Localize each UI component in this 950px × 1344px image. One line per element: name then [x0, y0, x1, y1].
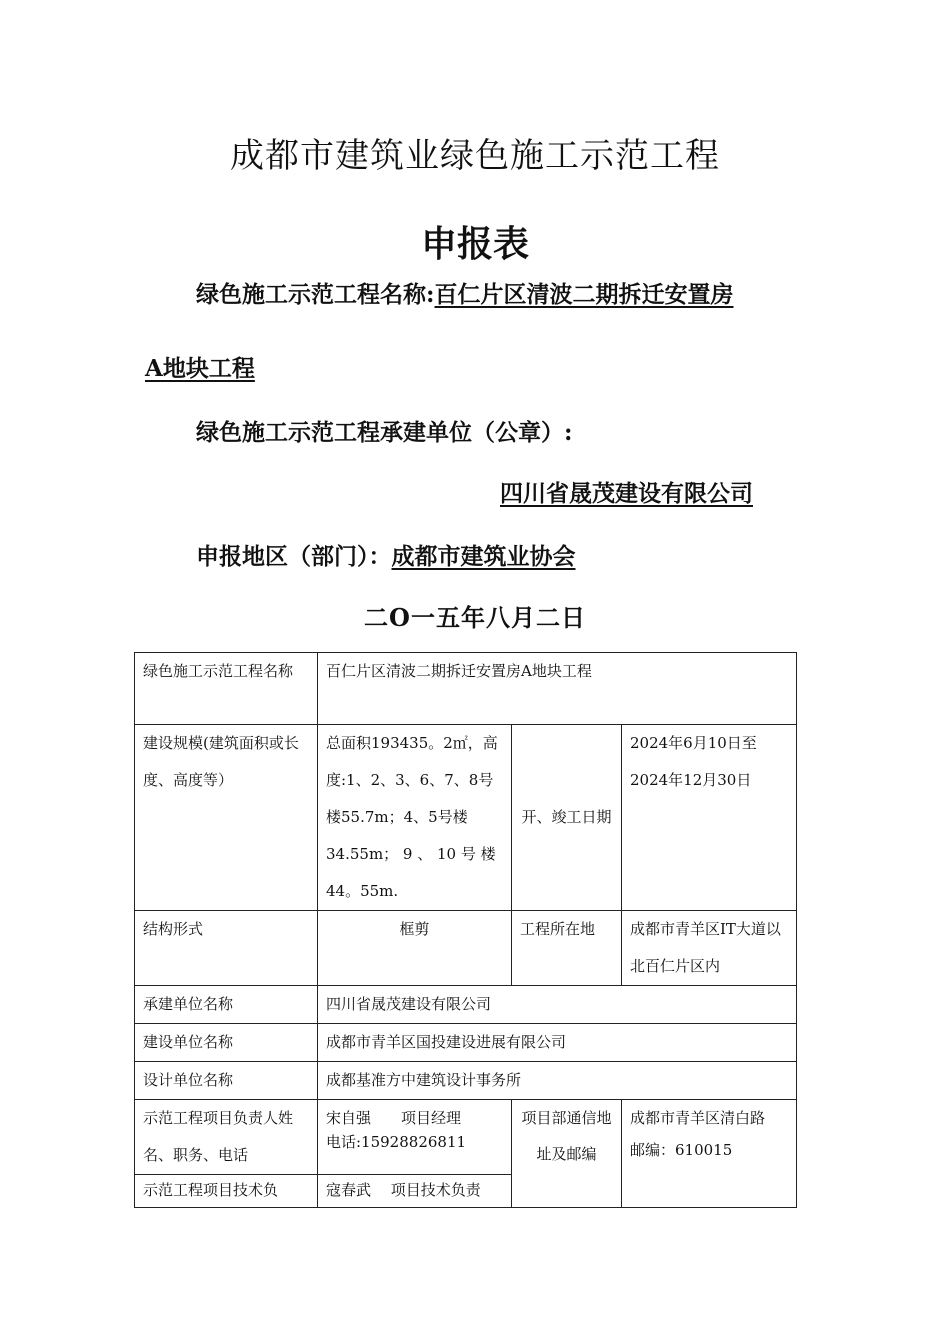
structure-label-cell: 结构形式 [135, 911, 318, 986]
table-row [135, 725, 797, 911]
document-subtitle: 申报表 [420, 223, 529, 265]
name-label-cell: 绿色施工示范工程名称 [135, 653, 318, 725]
contractor-value: 四川省晟茂建设有限公司 [500, 480, 753, 507]
period-value-cell [622, 725, 797, 911]
project-name-value-cont: A地块工程 [145, 355, 255, 382]
table-row [135, 653, 797, 725]
period-end: 2024年12月30日 [630, 771, 752, 789]
contractor-value-cell: 四川省晟茂建设有限公司 [318, 986, 797, 1024]
scale-label-cell: 建设规模(建筑面积或长度、高度等） [135, 725, 318, 911]
tech-label-cell: 示范工程项目技术负 [135, 1175, 318, 1208]
table-row [135, 1100, 797, 1175]
period-label-cell: 开、竣工日期 [512, 725, 622, 911]
application-form-table [134, 652, 797, 1208]
designer-value-cell: 成都基准方中建筑设计事务所 [318, 1062, 797, 1100]
builder-label-cell: 建设单位名称 [135, 1024, 318, 1062]
postcode-value: 邮编：610015 [630, 1141, 733, 1159]
project-name-continuation [145, 350, 255, 383]
contractor-label-cell: 承建单位名称 [135, 986, 318, 1024]
name-value-cell: 百仁片区清波二期拆迁安置房A地块工程 [318, 653, 797, 725]
table-row [135, 1062, 797, 1100]
manager-phone: 电话:15928826811 [326, 1133, 467, 1151]
period-start: 2024年6月10日至 [630, 734, 757, 752]
document-title: 成都市建筑业绿色施工示范工程 [230, 136, 720, 176]
manager-value-cell [318, 1100, 512, 1175]
project-name-label: 绿色施工示范工程名称: [196, 281, 435, 308]
manager-name: 宋自强 项目经理 [326, 1109, 462, 1127]
region-line [196, 538, 576, 571]
structure-value-cell: 框剪 [318, 911, 512, 986]
address-value-cell [622, 1100, 797, 1208]
designer-label-cell: 设计单位名称 [135, 1062, 318, 1100]
tech-value-cell: 寇春武 项目技术负责 [318, 1175, 512, 1208]
address-label-cell: 项目部通信地址及邮编 [512, 1100, 622, 1208]
project-name-value: 百仁片区清波二期拆迁安置房 [434, 281, 734, 308]
manager-label-cell: 示范工程项目负责人姓名、职务、电话 [135, 1100, 318, 1175]
table-row [135, 986, 797, 1024]
scale-value-cell: 总面积193435。2㎡，高度:1、2、3、6、7、8号楼55.7m；4、5号楼34.55m； 9 、 10 号 楼44。55m. [318, 725, 512, 911]
region-label: 申报地区（部门）： [196, 543, 392, 570]
builder-value-cell: 成都市青羊区国投建设进展有限公司 [318, 1024, 797, 1062]
location-value-cell: 成都市青羊区IT大道以北百仁片区内 [622, 911, 797, 986]
contractor-line [500, 475, 753, 508]
location-label-cell: 工程所在地 [512, 911, 622, 986]
project-name-line [196, 276, 734, 309]
table-row [135, 911, 797, 986]
region-value: 成都市建筑业协会 [391, 543, 576, 570]
table-row [135, 1024, 797, 1062]
document-date: 二O一五年八月二日 [364, 603, 586, 632]
contractor-label: 绿色施工示范工程承建单位（公章）: [196, 419, 573, 446]
address-value: 成都市青羊区清白路 [630, 1109, 766, 1127]
